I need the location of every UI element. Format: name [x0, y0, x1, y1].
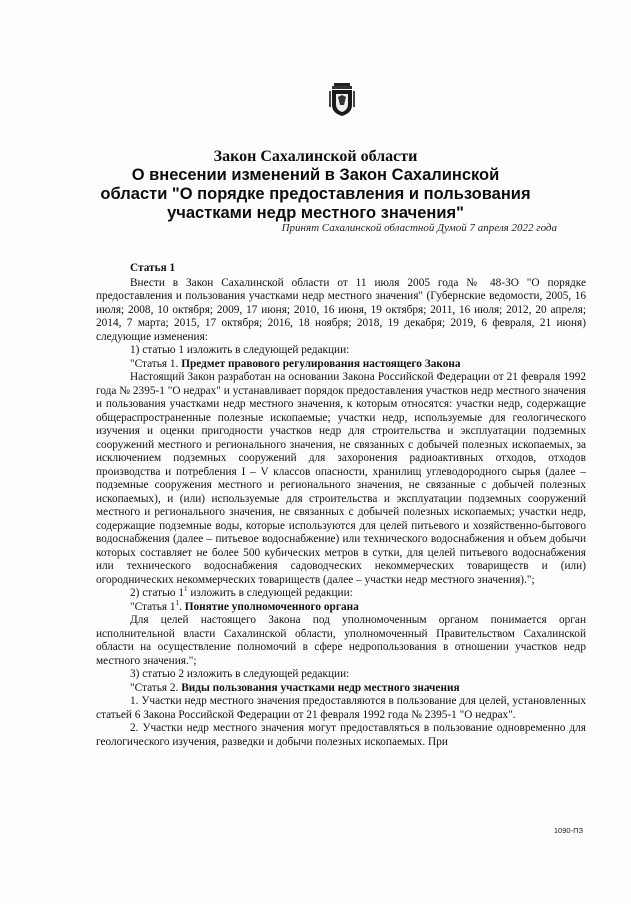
article-1-new-text: Настоящий Закон разработан на основании Закона Российской Федерации от 21 февраля 1992 года № 2395-1 "О недрах" и устанавливает порядок предоставления участков недр местного значения и пользования участками недр местного значения, к которым относятся: участки недр, содержащие общераспространенные полезные ископаемые; участки недр, используемые для геологического изучения и оценки пригодности участков недр для строительства и эксплуатации подземных сооружений местного и регионального значения, не связанных с добычей полезных ископаемых, за исключением подземных сооружений для захоронения радиоактивных отходов, отходов производства и потребления I – V классов опасности, хранилищ углеводородного сырья (далее – подземные сооружения местного и регионального значения, не связанные с добычей полезных ископаемых), и (или) используемые для строительства и эксплуатации подземных сооружений местного и регионального значения, не связанных с добычей полезных ископаемых; участки недр, содержащие подземные воды, которые используются для целей питьевого и хозяйственно-бытового водоснабжения (далее – питьевое водоснабжение) или технического водоснабжения и объем добычи которых составляет не более 500 кубических метров в сутки, для целей питьевого водоснабжения или технического водоснабжения садоводческих некоммерческих товариществ и (или) огороднических некоммерческих товариществ (далее – участки недр местного значения)."; — [96, 371, 586, 586]
article-2-paragraph-1: 1. Участки недр местного значения предоставляются в пользование для целей, установленных статьей 6 Закона Российской Федерации от 21 февраля 1992 года № 2395-1 "О недрах". — [96, 695, 586, 721]
article-1-1-text: Для целей настоящего Закона под уполномоченным органом понимается орган исполнительной власти Сахалинской области, уполномоченный Правительством Сахалинской области на осуществление полномочий в сфере недропользования в отношении участков недр местного значения."; — [96, 614, 586, 667]
document-body — [96, 262, 586, 749]
adoption-note: Принят Сахалинской областной Думой 7 апреля 2022 года — [281, 222, 557, 234]
law-subject-line-2: области "О порядке предоставления и пользования — [100, 185, 531, 203]
law-subject-line-1: О внесении изменений в Закон Сахалинской — [131, 166, 500, 184]
amendment-item-3: 3) статью 2 изложить в следующей редакции: — [130, 668, 350, 680]
amendment-item-1: 1) статью 1 изложить в следующей редакции: — [130, 344, 350, 356]
article-1-heading: Статья 1 — [130, 262, 176, 274]
article-label: "Статья 1. — [130, 357, 179, 370]
article-1-intro: Внести в Закон Сахалинской области от 11 июля 2005 года № 48-ЗО "О порядке предоставления и пользования участками недр местного значения" (Губернские ведомости, 2005, 16 июля; 2008, 10 октября; 2009, 17 июня; 2010, 16 июня, 19 октября; 2011, 16 июля; 2012, 20 апреля; 2014, 7 марта; 2015, 17 октября; 2016, 18 ноября; 2018, 19 декабря; 2019, 6 февраля, 21 июня) следующие изменения: — [96, 276, 586, 343]
article-2-paragraph-2: 2. Участки недр местного значения могут предоставляться в пользование одновременно для геологического изучения, разведки и добычи полезных ископаемых. При — [96, 722, 586, 748]
coat-of-arms-icon — [329, 83, 355, 117]
law-title: Закон Сахалинской области — [213, 148, 418, 165]
article-1-1-heading: "Статья $1^1$. Понятие уполномоченного органа — [130, 598, 359, 613]
article-title: Виды пользования участками недр местного значения — [181, 681, 460, 694]
article-2-heading: "Статья 2. Виды пользования участками недр местного значения — [130, 681, 460, 694]
amendment-item-2: 2) статью $1^1$ изложить в следующей редакции: — [130, 585, 353, 599]
article-title: Понятие уполномоченного органа — [184, 600, 359, 613]
article-title: Предмет правового регулирования настоящего Закона — [181, 357, 461, 370]
document-code: 1090-ПЗ — [553, 826, 583, 835]
law-subject-line-3: участками недр местного значения" — [167, 204, 464, 222]
article-1-new-heading — [96, 358, 586, 372]
